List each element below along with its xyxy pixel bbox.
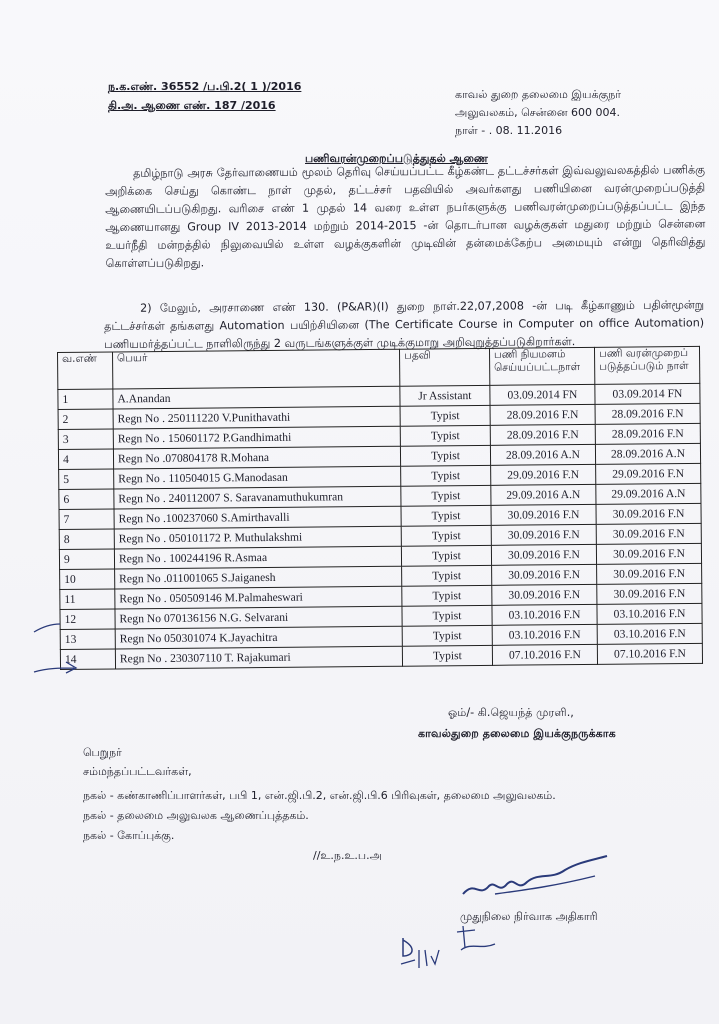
cell-post: Typist <box>401 525 491 546</box>
cell-regularised-date: 30.09.2016 F.N <box>596 523 701 544</box>
order-number: தி.அ. ஆணை எண். 187 /2016 <box>108 99 276 112</box>
cell-name: Regn No . 240112007 S. Saravanamuthukumran <box>114 486 401 509</box>
cell-post: Typist <box>401 545 491 566</box>
cell-joined-date: 30.09.2016 F.N <box>491 544 596 565</box>
cell-regularised-date: 03.10.2016 F.N <box>597 603 702 624</box>
handwritten-initials <box>395 920 515 980</box>
cell-regularised-date: 30.09.2016 F.N <box>596 543 701 564</box>
cell-joined-date: 29.09.2016 F.N <box>491 464 596 485</box>
cell-serial: 13 <box>60 629 115 650</box>
cell-regularised-date: 30.09.2016 F.N <box>597 563 702 584</box>
cell-joined-date: 28.09.2016 F.N <box>490 424 595 445</box>
reference-number: ந.க.எண். 36552 /ப.பி.2( 1 )/2016 <box>108 80 302 93</box>
cell-serial: 11 <box>60 589 115 610</box>
cell-joined-date: 30.09.2016 F.N <box>491 504 596 525</box>
cell-name: Regn No .011001065 S.Jaiganesh <box>115 566 402 589</box>
cell-post: Typist <box>401 465 491 486</box>
officer-signature <box>455 850 615 910</box>
cell-joined-date: 29.09.2016 A.N <box>491 484 596 505</box>
cell-serial: 12 <box>60 609 115 630</box>
cell-name: Regn No . 050509146 M.Palmaheswari <box>115 586 402 609</box>
cell-joined-date: 03.10.2016 F.N <box>492 604 597 625</box>
order-date: நாள் - . 08. 11.2016 <box>455 124 563 137</box>
cell-joined-date: 03.09.2014 FN <box>490 384 595 405</box>
cell-joined-date: 30.09.2016 F.N <box>492 584 597 605</box>
cell-joined-date: 03.10.2016 F.N <box>492 624 597 645</box>
cell-serial: 9 <box>59 549 114 570</box>
cell-name: Regn No . 150601172 P.Gandhimathi <box>113 426 400 449</box>
cell-regularised-date: 30.09.2016 F.N <box>597 583 702 604</box>
header-post: பதவி <box>400 348 490 386</box>
cell-post: Typist <box>401 505 491 526</box>
cell-serial: 1 <box>58 389 113 410</box>
cell-regularised-date: 07.10.2016 F.N <box>597 643 702 664</box>
cell-post: Typist <box>402 585 492 606</box>
margin-pen-marks <box>30 618 90 678</box>
table-header-row <box>58 346 700 389</box>
cell-post: Typist <box>400 445 490 466</box>
cell-post: Typist <box>400 425 490 446</box>
cell-name: Regn No . 110504015 G.Manodasan <box>114 466 401 489</box>
cell-post: Typist <box>402 645 492 666</box>
cell-post: Jr Assistant <box>400 385 490 406</box>
recipient-label: பெறுநர் <box>83 746 122 759</box>
cell-regularised-date: 29.09.2016 A.N <box>596 483 701 504</box>
cell-serial: 5 <box>59 469 114 490</box>
header-name: பெயர் <box>112 349 399 389</box>
attesting-officer: முதுநிலை நிர்வாக அதிகாரி <box>460 910 598 923</box>
cell-name: Regn No .100237060 S.Amirthavalli <box>114 506 401 529</box>
cell-post: Typist <box>402 605 492 626</box>
cell-name: Regn No .070804178 R.Mohana <box>113 446 400 469</box>
staff-table <box>57 346 703 670</box>
cell-serial: 14 <box>60 649 115 670</box>
office-address: அலுவலகம், சென்னை 600 004. <box>455 106 620 119</box>
cell-regularised-date: 29.09.2016 F.N <box>596 463 701 484</box>
cell-name: Regn No 050301074 K.Jayachitra <box>115 626 402 649</box>
cell-regularised-date: 28.09.2016 A.N <box>595 443 700 464</box>
cell-serial: 3 <box>58 429 113 450</box>
cell-regularised-date: 03.09.2014 FN <box>595 383 700 404</box>
cell-serial: 2 <box>58 409 113 430</box>
office-name: காவல் துறை தலைமை இயக்குநர் <box>455 88 622 101</box>
cell-post: Typist <box>402 625 492 646</box>
cell-joined-date: 07.10.2016 F.N <box>492 644 597 665</box>
copy-line-1: நகல் - கண்காணிப்பாளர்கள், பபி 1, என்.ஜி.பி.2, என்.ஜி.பி.6 பிரிவுகள், தலைமை அலுவலகம். <box>83 789 556 802</box>
cell-name: A.Anandan <box>113 386 400 409</box>
cell-joined-date: 30.09.2016 F.N <box>491 524 596 545</box>
header-regularised: பணி வரன்முறைப் படுத்தப்படும் நாள் <box>595 346 700 384</box>
signatory-name: ஓம்/- கி.ஜெயந்த் முரளி., <box>448 706 574 719</box>
paragraph-2: 2) மேலும், அரசாணை எண் 130. (P&AR)(I) துறை நாள்.22,07,2008 -ன் படி கீழ்காணும் பதின்மூன்று தட்டச்சர்கள் தங்களது Automation பயிற்சியினை (The Certificate Course in Computer on office Automation) பணியமர்த்தப்பட்ட நாளிலிருந்து 2 வருடங்களுக்குள் முடிக்குமாறு அறிவுறுத்தப்படுகிறார்கள். <box>104 298 705 351</box>
cell-name: Regn No . 100244196 R.Asmaa <box>114 546 401 569</box>
cell-serial: 4 <box>58 449 113 470</box>
cell-regularised-date: 03.10.2016 F.N <box>597 623 702 644</box>
cell-regularised-date: 28.09.2016 F.N <box>595 423 700 444</box>
paragraph-1: தமிழ்நாடு அரசு தேர்வாணையம் மூலம் தெரிவு செய்யப்பட்ட கீழ்கண்ட தட்டச்சர்கள் இவ்வலுவலகத்தில் பணிக்கு அறிக்கை செய்து கொண்ட நாள் முதல், தட்டச்சர் பதவியில் அவர்களது பணியினை வரன்முறைப்படுத்தி ஆணையிடப்படுகிறது. வரிசை எண் 1 முதல் 14 வரை உள்ள நபர்களுக்கு பணிவரன்முறைப்படுத்தப்பட்ட இந்த ஆணையானது Group IV 2013-2014 மற்றும் 2014-2015 -ன் தொடர்பான வழக்குகள் மதுரை மற்றும் சென்னை உயர்நீதி மன்றத்தில் நிலுவையில் உள்ள வழக்குகளின் முடிவின் தன்மைக்கேற்ப அமையும் என்று தெரிவித்து கொள்ளப்படுகிறது. <box>105 163 706 270</box>
signatory-designation: காவல்துறை தலைமை இயக்குநருக்காக <box>418 727 616 740</box>
cell-joined-date: 28.09.2016 F.N <box>490 404 595 425</box>
cell-name: Regn No 070136156 N.G. Selvarani <box>115 606 402 629</box>
cell-post: Typist <box>401 485 491 506</box>
cell-serial: 7 <box>59 509 114 530</box>
cell-joined-date: 28.09.2016 A.N <box>490 444 595 465</box>
recipient-concerned: சம்மந்தப்பட்டவர்கள், <box>83 765 192 778</box>
cell-serial: 6 <box>59 489 114 510</box>
order-title: பணிவரன்முறைப்படுத்துதல் ஆணை <box>305 152 488 165</box>
header-joined: பணி நியமனம் செய்யப்பட்டநாள் <box>489 347 594 385</box>
copy-line-2: நகல் - தலைமை அலுவலக ஆணைப்புத்தகம். <box>83 809 309 822</box>
cell-regularised-date: 28.09.2016 F.N <box>595 403 700 424</box>
cell-post: Typist <box>402 565 492 586</box>
cell-post: Typist <box>400 405 490 426</box>
copy-line-3: நகல் - கோப்புக்கு. <box>83 829 175 842</box>
cell-serial: 8 <box>59 529 114 550</box>
cell-joined-date: 30.09.2016 F.N <box>491 564 596 585</box>
attestation-note: //உ.ந.உ.ப.அ <box>313 849 382 862</box>
cell-name: Regn No . 050101172 P. Muthulakshmi <box>114 526 401 549</box>
cell-name: Regn No . 230307110 T. Rajakumari <box>115 646 402 669</box>
cell-serial: 10 <box>60 569 115 590</box>
header-serial: வ.எண் <box>58 352 113 390</box>
cell-name: Regn No . 250111220 V.Punithavathi <box>113 406 400 429</box>
cell-regularised-date: 30.09.2016 F.N <box>596 503 701 524</box>
